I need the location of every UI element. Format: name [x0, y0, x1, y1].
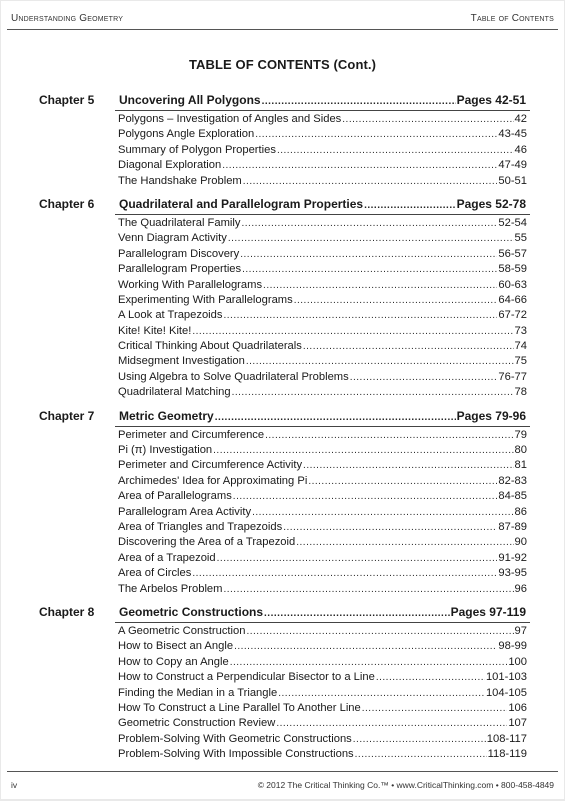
toc-entry — [118, 583, 527, 598]
dot-leader — [246, 625, 513, 637]
toc-entry — [118, 175, 527, 190]
entry-page: 101-103 — [485, 671, 527, 684]
dot-leader — [234, 640, 497, 652]
page-footer — [1, 771, 564, 799]
toc-entry — [118, 294, 527, 309]
entry-page: 82-83 — [498, 474, 527, 487]
entry-label: Problem-Solving With Geometric Constructions — [118, 732, 352, 745]
entry-page: 86 — [514, 505, 527, 518]
dot-leader — [192, 567, 497, 579]
dot-leader — [264, 605, 450, 619]
chapter-number: Chapter 6 — [39, 196, 95, 211]
dot-leader — [308, 475, 497, 487]
toc-entry — [118, 656, 527, 671]
chapter-title: Uncovering All Polygons — [119, 93, 261, 107]
chapter-divider — [115, 110, 530, 111]
entry-page: 50-51 — [498, 174, 527, 187]
entry-label: Area of Triangles and Trapezoids — [118, 520, 283, 533]
running-header — [1, 1, 564, 28]
entry-label: Midsegment Investigation — [118, 355, 245, 368]
toc-entry — [118, 309, 527, 324]
dot-leader — [276, 717, 507, 729]
toc-entry — [118, 459, 527, 474]
dot-leader — [233, 490, 498, 502]
chapter-number: Chapter 5 — [39, 93, 95, 107]
dot-leader — [230, 656, 508, 668]
toc-entry — [118, 444, 527, 459]
entry-page: 76-77 — [498, 370, 527, 383]
entry-label: Kite! Kite! Kite! — [118, 324, 192, 337]
dot-leader — [283, 521, 497, 533]
entry-label: Finding the Median in a Triangle — [118, 686, 278, 699]
entry-label: Discovering the Area of a Trapezoid — [118, 536, 296, 549]
toc-entry — [118, 371, 527, 386]
entry-label: Archimedes' Idea for Approximating Pi — [118, 474, 308, 487]
entry-label: Area of a Trapezoid — [118, 551, 216, 564]
toc-entry — [118, 386, 527, 401]
entry-page: 46 — [514, 143, 527, 156]
entry-label: Diagonal Exploration — [118, 159, 222, 172]
entry-label: Working With Parallelograms — [118, 278, 263, 291]
chapter-section — [1, 404, 564, 600]
entry-label: How to Bisect an Angle — [118, 640, 234, 653]
entry-label: Using Algebra to Solve Quadrilateral Problems — [118, 370, 349, 383]
chapter-title-row — [119, 197, 526, 211]
chapter-title: Metric Geometry — [119, 408, 214, 423]
footer-divider — [7, 771, 558, 772]
dot-leader — [355, 748, 487, 760]
dot-leader — [240, 248, 497, 260]
entry-page: 93-95 — [498, 567, 527, 580]
dot-leader — [265, 429, 513, 441]
toc-entry — [118, 717, 527, 732]
entry-label: Geometric Construction Review — [118, 717, 276, 730]
dot-leader — [262, 93, 456, 107]
entry-label: Polygons – Investigation of Angles and Sides — [118, 113, 342, 125]
entry-page: 98-99 — [498, 640, 527, 653]
entry-page: 118-119 — [487, 748, 527, 761]
chapter-pages: Pages 79-96 — [456, 408, 526, 423]
toc-entry — [118, 248, 527, 263]
chapter-heading — [1, 600, 564, 622]
header-book-title: Understanding Geometry — [11, 13, 124, 24]
dot-leader — [303, 340, 514, 352]
entry-page: 42 — [514, 113, 527, 125]
dot-leader — [294, 294, 498, 306]
toc-entry — [118, 325, 527, 340]
dot-leader — [223, 309, 497, 321]
entry-page: 81 — [514, 459, 527, 472]
entry-page: 91-92 — [498, 551, 527, 564]
dot-leader — [303, 459, 514, 471]
dot-leader — [241, 217, 497, 229]
entry-page: 90 — [514, 536, 527, 549]
page-title: TABLE OF CONTENTS (Cont.) — [188, 57, 377, 72]
entry-list — [1, 622, 564, 766]
chapter-heading — [1, 192, 564, 214]
toc-entry — [118, 536, 527, 551]
toc-entry — [118, 506, 527, 521]
entry-page: 79 — [514, 428, 527, 441]
entry-page: 55 — [514, 232, 527, 245]
entry-label: Polygons Angle Exploration — [118, 128, 255, 141]
entry-label: Perimeter and Circumference — [118, 428, 265, 441]
toc-entry — [118, 748, 527, 763]
toc-entry — [118, 567, 527, 582]
toc-entry — [118, 232, 527, 247]
chapter-heading — [1, 404, 564, 426]
entry-page: 97 — [514, 624, 527, 637]
chapter-pages: Pages 97-119 — [450, 604, 526, 619]
chapter-section — [1, 600, 564, 766]
entry-page: 100 — [508, 655, 527, 668]
chapter-divider — [115, 426, 530, 427]
dot-leader — [222, 159, 497, 171]
dot-leader — [246, 355, 514, 367]
header-divider — [7, 29, 558, 30]
entry-label: Summary of Polygon Properties — [118, 143, 276, 156]
dot-leader — [296, 536, 513, 548]
chapter-title-row — [119, 605, 526, 619]
entry-label: Parallelogram Discovery — [118, 247, 240, 260]
toc-entry — [118, 625, 527, 640]
entry-page: 80 — [514, 444, 527, 457]
chapter-pages: Pages 42-51 — [456, 93, 526, 107]
entry-page: 60-63 — [498, 278, 527, 291]
chapter-section — [1, 88, 564, 192]
entry-label: Pi (π) Investigation — [118, 444, 213, 457]
table-of-contents — [1, 88, 564, 765]
toc-entry — [118, 733, 527, 748]
entry-page: 73 — [514, 324, 527, 337]
entry-list — [1, 426, 564, 600]
entry-page: 74 — [514, 340, 527, 353]
toc-entry — [118, 475, 527, 490]
entry-label: A Look at Trapezoids — [118, 309, 223, 322]
dot-leader — [342, 113, 513, 125]
toc-entry — [118, 702, 527, 717]
entry-label: How To Construct a Line Parallel To Another Line — [118, 701, 361, 714]
chapter-divider — [115, 622, 530, 623]
entry-page: 43-45 — [498, 128, 527, 141]
dot-leader — [255, 128, 497, 140]
dot-leader — [350, 371, 498, 383]
entry-label: Quadrilateral Matching — [118, 386, 231, 399]
dot-leader — [243, 175, 498, 187]
entry-page: 108-117 — [486, 732, 527, 745]
entry-page: 106 — [508, 701, 527, 714]
dot-leader — [362, 702, 508, 714]
entry-label: How to Copy an Angle — [118, 655, 229, 668]
header-section-title: Table of Contents — [470, 13, 554, 24]
entry-page: 78 — [514, 386, 527, 399]
entry-page: 47-49 — [498, 159, 527, 172]
entry-label: Problem-Solving With Impossible Constructions — [118, 748, 354, 761]
entry-page: 75 — [514, 355, 527, 368]
entry-label: Area of Circles — [118, 567, 192, 580]
toc-entry — [118, 263, 527, 278]
entry-page: 84-85 — [498, 490, 527, 503]
toc-entry — [118, 340, 527, 355]
toc-entry — [118, 552, 527, 567]
dot-leader — [228, 232, 514, 244]
dot-leader — [376, 671, 485, 683]
entry-page: 107 — [508, 717, 527, 730]
chapter-title-row — [119, 409, 526, 423]
chapter-pages: Pages 52-78 — [456, 196, 526, 211]
chapter-title: Quadrilateral and Parallelogram Properties — [119, 196, 364, 211]
toc-entry — [118, 159, 527, 174]
dot-leader — [353, 733, 486, 745]
entry-label: How to Construct a Perpendicular Bisector to a Line — [118, 671, 375, 684]
dot-leader — [252, 506, 513, 518]
entry-page: 64-66 — [498, 293, 527, 306]
chapter-heading — [1, 88, 564, 110]
dot-leader — [223, 583, 513, 595]
entry-label: The Quadrilateral Family — [118, 216, 241, 229]
dot-leader — [215, 409, 456, 423]
entry-label: Experimenting With Parallelograms — [118, 293, 293, 306]
chapter-section — [1, 192, 564, 404]
entry-label: Area of Parallelograms — [118, 490, 232, 503]
entry-label: A Geometric Construction — [118, 624, 246, 637]
dot-leader — [232, 386, 514, 398]
entry-label: Parallelogram Properties — [118, 263, 242, 276]
dot-leader — [263, 279, 497, 291]
entry-page: 58-59 — [498, 263, 527, 276]
entry-label: Venn Diagram Activity — [118, 232, 227, 245]
toc-entry — [118, 217, 527, 232]
entry-label: Perimeter and Circumference Activity — [118, 459, 303, 472]
dot-leader — [242, 263, 497, 275]
entry-page: 67-72 — [498, 309, 527, 322]
toc-entry — [118, 128, 527, 143]
entry-page: 87-89 — [498, 520, 527, 533]
toc-entry — [118, 521, 527, 536]
entry-list — [1, 214, 564, 404]
entry-label: Critical Thinking About Quadrilaterals — [118, 340, 302, 353]
chapter-divider — [115, 214, 530, 215]
toc-entry — [118, 279, 527, 294]
entry-page: 104-105 — [485, 686, 527, 699]
chapter-title: Geometric Constructions — [119, 604, 264, 619]
dot-leader — [278, 687, 485, 699]
toc-entry — [118, 640, 527, 655]
toc-entry — [118, 490, 527, 505]
dot-leader — [277, 144, 514, 156]
entry-page: 96 — [514, 582, 527, 595]
dot-leader — [192, 325, 513, 337]
dot-leader — [364, 197, 456, 211]
toc-entry — [118, 355, 527, 370]
entry-label: The Arbelos Problem — [118, 582, 223, 595]
document-page — [1, 1, 564, 799]
chapter-title-row — [119, 93, 526, 107]
toc-entry — [118, 113, 527, 128]
entry-label: Parallelogram Area Activity — [118, 505, 252, 518]
dot-leader — [217, 552, 498, 564]
dot-leader — [213, 444, 513, 456]
toc-entry — [118, 429, 527, 444]
chapter-number: Chapter 7 — [39, 408, 95, 423]
toc-entry — [118, 671, 527, 686]
toc-entry — [118, 144, 527, 159]
entry-page: 56-57 — [498, 247, 527, 260]
toc-entry — [118, 687, 527, 702]
chapter-number: Chapter 8 — [39, 604, 95, 619]
page-number: iv — [11, 780, 18, 790]
entry-label: The Handshake Problem — [118, 174, 242, 187]
entry-list — [1, 110, 564, 192]
entry-page: 52-54 — [498, 216, 527, 229]
copyright-notice: © 2012 The Critical Thinking Co.™ • www.CriticalThinking.com • 800-458-4849 — [257, 780, 554, 790]
